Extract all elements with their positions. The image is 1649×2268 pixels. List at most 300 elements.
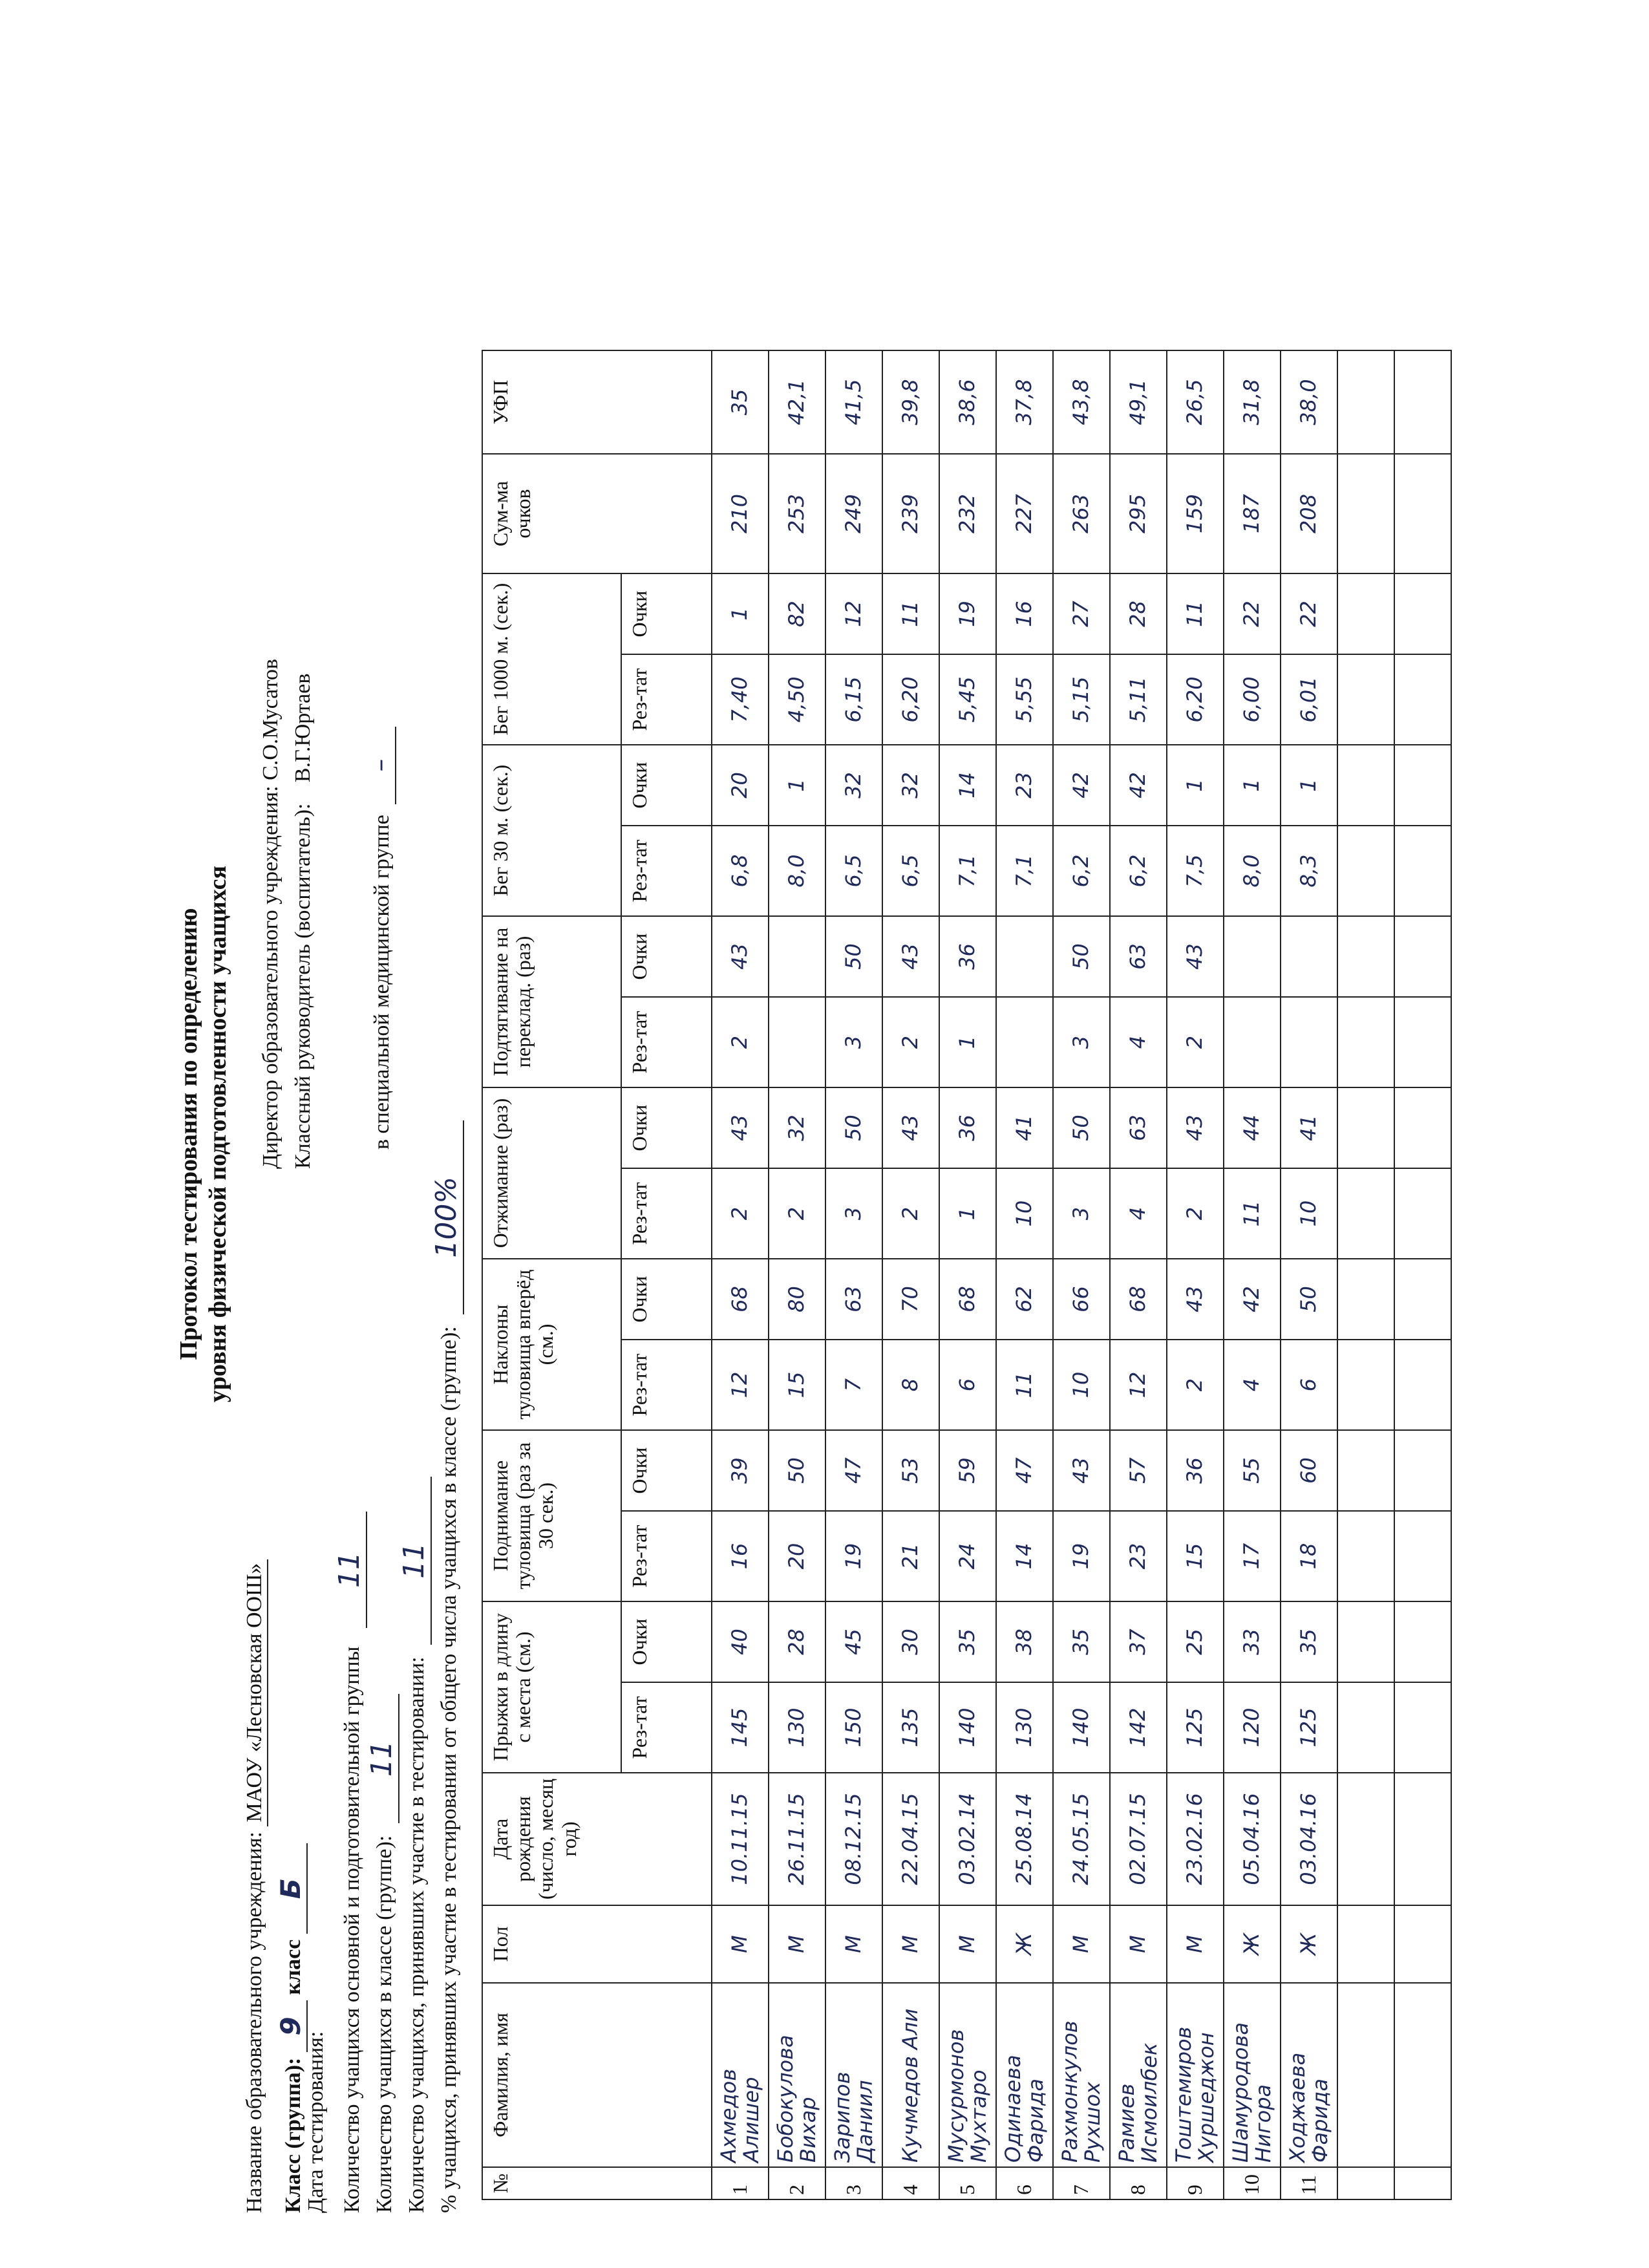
pushups-points: 41 bbox=[1281, 1087, 1337, 1168]
run1000-points: 27 bbox=[1053, 573, 1110, 654]
situps-points: 60 bbox=[1281, 1430, 1337, 1511]
birth-date: 02.07.15 bbox=[1110, 1773, 1167, 1905]
bend-result: 7 bbox=[825, 1340, 882, 1430]
run30-points: 14 bbox=[939, 745, 996, 826]
empty-cell bbox=[1394, 1773, 1451, 1905]
jump-points: 38 bbox=[996, 1601, 1053, 1682]
pullups-points: 50 bbox=[825, 916, 882, 997]
points-sum: 295 bbox=[1110, 454, 1167, 573]
test-date-label: Дата тестирования: bbox=[304, 2031, 328, 2213]
ufp-level: 26,5 bbox=[1167, 350, 1224, 454]
birth-date: 03.02.14 bbox=[939, 1773, 996, 1905]
run30-points: 32 bbox=[825, 745, 882, 826]
empty-cell bbox=[1337, 826, 1394, 916]
table-row bbox=[825, 350, 882, 2199]
situps-result: 14 bbox=[996, 1511, 1053, 1601]
header-bend: Наклоны туловища вперёд (см.) bbox=[482, 1259, 621, 1430]
empty-cell bbox=[1394, 1511, 1451, 1601]
situps-result: 23 bbox=[1110, 1511, 1167, 1601]
title-line-1: Протокол тестирования по определению bbox=[175, 908, 202, 1360]
situps-points: 47 bbox=[996, 1430, 1053, 1511]
pushups-result: 2 bbox=[1167, 1168, 1224, 1259]
percent-label: % учащихся, принявших участие в тестировании от общего числа учащихся в классе (группе): bbox=[437, 1326, 461, 2213]
run1000-result: 5,45 bbox=[939, 654, 996, 745]
count-main-line bbox=[333, 1512, 367, 2213]
pullups-result: 3 bbox=[1053, 997, 1110, 1087]
results-table bbox=[482, 350, 1452, 2200]
ufp-level: 42,1 bbox=[769, 350, 825, 454]
points-sum: 210 bbox=[712, 454, 769, 573]
empty-cell bbox=[1337, 573, 1394, 654]
bend-result: 11 bbox=[996, 1340, 1053, 1430]
ufp-level: 35 bbox=[712, 350, 769, 454]
situps-result: 16 bbox=[712, 1511, 769, 1601]
points-sum: 208 bbox=[1281, 454, 1337, 573]
jump-points: 35 bbox=[1053, 1601, 1110, 1682]
points-sum: 187 bbox=[1224, 454, 1281, 573]
subheader-points: Очки bbox=[621, 1430, 712, 1511]
pullups-result bbox=[1224, 997, 1281, 1087]
run30-result: 7,1 bbox=[939, 826, 996, 916]
teacher-line bbox=[291, 674, 315, 1169]
run30-result: 6,5 bbox=[882, 826, 939, 916]
points-sum: 263 bbox=[1053, 454, 1110, 573]
bend-points: 62 bbox=[996, 1259, 1053, 1340]
pushups-points: 43 bbox=[882, 1087, 939, 1168]
count-class-line bbox=[365, 1694, 399, 2213]
table-row bbox=[769, 350, 825, 2199]
empty-cell bbox=[1337, 1983, 1394, 2167]
bend-result: 15 bbox=[769, 1340, 825, 1430]
situps-result: 17 bbox=[1224, 1511, 1281, 1601]
run30-points: 42 bbox=[1110, 745, 1167, 826]
header-pushups: Отжимание (раз) bbox=[482, 1087, 621, 1259]
jump-result: 150 bbox=[825, 1682, 882, 1773]
pushups-result: 10 bbox=[1281, 1168, 1337, 1259]
empty-cell bbox=[1337, 654, 1394, 745]
empty-cell bbox=[1337, 745, 1394, 826]
situps-points: 43 bbox=[1053, 1430, 1110, 1511]
table-row bbox=[1167, 350, 1224, 2199]
ufp-level: 31,8 bbox=[1224, 350, 1281, 454]
empty-cell bbox=[1337, 1168, 1394, 1259]
bend-result: 4 bbox=[1224, 1340, 1281, 1430]
bend-points: 80 bbox=[769, 1259, 825, 1340]
empty-cell bbox=[1337, 1340, 1394, 1430]
pushups-points: 32 bbox=[769, 1087, 825, 1168]
student-name: Одинаева Фарида bbox=[996, 1983, 1053, 2167]
subheader-points: Очки bbox=[621, 1601, 712, 1682]
student-sex: М bbox=[712, 1905, 769, 1983]
table-row bbox=[939, 350, 996, 2199]
class-letter: Б bbox=[275, 1843, 308, 1934]
pullups-points bbox=[1281, 916, 1337, 997]
empty-cell bbox=[1394, 1259, 1451, 1340]
pullups-points: 43 bbox=[882, 916, 939, 997]
points-sum: 249 bbox=[825, 454, 882, 573]
situps-result: 20 bbox=[769, 1511, 825, 1601]
situps-points: 36 bbox=[1167, 1430, 1224, 1511]
class-word: класс bbox=[281, 1939, 305, 1995]
table-row bbox=[1053, 350, 1110, 2199]
empty-cell bbox=[1394, 454, 1451, 573]
student-sex: М bbox=[1053, 1905, 1110, 1983]
bend-result: 12 bbox=[1110, 1340, 1167, 1430]
title-line-2: уровня физической подготовленности учащихся bbox=[204, 865, 231, 1403]
jump-points: 45 bbox=[825, 1601, 882, 1682]
count-main-value: 11 bbox=[333, 1512, 367, 1628]
bend-points: 66 bbox=[1053, 1259, 1110, 1340]
situps-points: 57 bbox=[1110, 1430, 1167, 1511]
pushups-points: 50 bbox=[1053, 1087, 1110, 1168]
pullups-result bbox=[769, 997, 825, 1087]
birth-date: 23.02.16 bbox=[1167, 1773, 1224, 1905]
subheader-result: Рез-тат bbox=[621, 826, 712, 916]
class-value: 9 bbox=[275, 2000, 308, 2052]
run30-result: 6,5 bbox=[825, 826, 882, 916]
situps-result: 21 bbox=[882, 1511, 939, 1601]
jump-points: 35 bbox=[1281, 1601, 1337, 1682]
pullups-points bbox=[769, 916, 825, 997]
run30-result: 7,5 bbox=[1167, 826, 1224, 916]
empty-cell bbox=[1394, 1601, 1451, 1682]
situps-points: 47 bbox=[825, 1430, 882, 1511]
empty-cell bbox=[1394, 350, 1451, 454]
bend-points: 68 bbox=[712, 1259, 769, 1340]
empty-cell bbox=[1337, 997, 1394, 1087]
run1000-points: 82 bbox=[769, 573, 825, 654]
row-number: 5 bbox=[939, 2167, 996, 2199]
jump-result: 125 bbox=[1167, 1682, 1224, 1773]
run30-points: 1 bbox=[1224, 745, 1281, 826]
run30-result: 7,1 bbox=[996, 826, 1053, 916]
empty-cell bbox=[1337, 2167, 1394, 2199]
run30-result: 8,3 bbox=[1281, 826, 1337, 916]
student-name: Кучмедов Али bbox=[882, 1983, 939, 2167]
empty-cell bbox=[1337, 1511, 1394, 1601]
run1000-points: 11 bbox=[882, 573, 939, 654]
subheader-result: Рез-тат bbox=[621, 1682, 712, 1773]
class-line bbox=[275, 1843, 308, 2213]
bend-result: 2 bbox=[1167, 1340, 1224, 1430]
run30-result: 6,2 bbox=[1110, 826, 1167, 916]
run1000-result: 6,01 bbox=[1281, 654, 1337, 745]
run30-points: 1 bbox=[1167, 745, 1224, 826]
institution-line bbox=[242, 1559, 268, 2213]
header-jump: Прыжки в длину с места (см.) bbox=[482, 1601, 621, 1773]
student-sex: М bbox=[769, 1905, 825, 1983]
run1000-points: 12 bbox=[825, 573, 882, 654]
header-pullups: Подтягивание на переклад. (раз) bbox=[482, 916, 621, 1087]
student-name: Шамуродова Нигора bbox=[1224, 1983, 1281, 2167]
birth-date: 25.08.14 bbox=[996, 1773, 1053, 1905]
situps-result: 19 bbox=[1053, 1511, 1110, 1601]
jump-result: 130 bbox=[996, 1682, 1053, 1773]
blank-row bbox=[1394, 350, 1451, 2199]
count-special-line bbox=[365, 727, 396, 1150]
row-number: 9 bbox=[1167, 2167, 1224, 2199]
pushups-result: 10 bbox=[996, 1168, 1053, 1259]
student-name: Ахмедов Алишер bbox=[712, 1983, 769, 2167]
birth-date: 03.04.16 bbox=[1281, 1773, 1337, 1905]
jump-result: 140 bbox=[939, 1682, 996, 1773]
jump-points: 28 bbox=[769, 1601, 825, 1682]
student-sex: М bbox=[939, 1905, 996, 1983]
student-sex: Ж bbox=[1224, 1905, 1281, 1983]
empty-cell bbox=[1394, 826, 1451, 916]
run30-result: 8,0 bbox=[769, 826, 825, 916]
table-row bbox=[712, 350, 769, 2199]
pullups-result: 3 bbox=[825, 997, 882, 1087]
institution-value: МАОУ «Лесновская ООШ» bbox=[242, 1559, 268, 1826]
run1000-result: 6,20 bbox=[882, 654, 939, 745]
points-sum: 159 bbox=[1167, 454, 1224, 573]
birth-date: 10.11.15 bbox=[712, 1773, 769, 1905]
run1000-points: 16 bbox=[996, 573, 1053, 654]
empty-cell bbox=[1337, 1259, 1394, 1340]
pullups-points bbox=[996, 916, 1053, 997]
situps-points: 55 bbox=[1224, 1430, 1281, 1511]
header-ufp: УФП bbox=[482, 350, 712, 454]
row-number: 8 bbox=[1110, 2167, 1167, 2199]
bend-result: 6 bbox=[939, 1340, 996, 1430]
pullups-result: 4 bbox=[1110, 997, 1167, 1087]
subheader-result: Рез-тат bbox=[621, 997, 712, 1087]
jump-result: 142 bbox=[1110, 1682, 1167, 1773]
pushups-points: 36 bbox=[939, 1087, 996, 1168]
pushups-points: 50 bbox=[825, 1087, 882, 1168]
teacher-name: В.Г.Юртаев bbox=[291, 673, 315, 783]
subheader-result: Рез-тат bbox=[621, 1340, 712, 1430]
empty-cell bbox=[1394, 1087, 1451, 1168]
subheader-points: Очки bbox=[621, 1087, 712, 1168]
ufp-level: 39,8 bbox=[882, 350, 939, 454]
empty-cell bbox=[1394, 1430, 1451, 1511]
ufp-level: 43,8 bbox=[1053, 350, 1110, 454]
birth-date: 08.12.15 bbox=[825, 1773, 882, 1905]
empty-cell bbox=[1394, 573, 1451, 654]
ufp-level: 41,5 bbox=[825, 350, 882, 454]
header-run30: Бег 30 м. (сек.) bbox=[482, 745, 621, 916]
jump-points: 35 bbox=[939, 1601, 996, 1682]
pushups-points: 44 bbox=[1224, 1087, 1281, 1168]
empty-cell bbox=[1337, 1773, 1394, 1905]
pushups-result: 2 bbox=[712, 1168, 769, 1259]
run30-points: 1 bbox=[769, 745, 825, 826]
row-number: 7 bbox=[1053, 2167, 1110, 2199]
run1000-points: 22 bbox=[1224, 573, 1281, 654]
table-row bbox=[1224, 350, 1281, 2199]
pullups-result: 2 bbox=[1167, 997, 1224, 1087]
count-tested-label: Количество учащихся, принявших участие в тестировании: bbox=[405, 1656, 429, 2213]
empty-cell bbox=[1394, 745, 1451, 826]
points-sum: 227 bbox=[996, 454, 1053, 573]
row-number: 11 bbox=[1281, 2167, 1337, 2199]
table-row bbox=[1281, 350, 1337, 2199]
pullups-points bbox=[1224, 916, 1281, 997]
situps-result: 24 bbox=[939, 1511, 996, 1601]
teacher-label: Классный руководитель (воспитатель): bbox=[291, 803, 315, 1169]
count-special-label: в специальной медицинской группе bbox=[370, 815, 394, 1150]
jump-result: 125 bbox=[1281, 1682, 1337, 1773]
subheader-result: Рез-тат bbox=[621, 1511, 712, 1601]
pullups-result: 2 bbox=[712, 997, 769, 1087]
bend-result: 10 bbox=[1053, 1340, 1110, 1430]
subheader-result: Рез-тат bbox=[621, 654, 712, 745]
pushups-result: 3 bbox=[825, 1168, 882, 1259]
run30-result: 6,8 bbox=[712, 826, 769, 916]
ufp-level: 37,8 bbox=[996, 350, 1053, 454]
row-number: 2 bbox=[769, 2167, 825, 2199]
bend-points: 68 bbox=[939, 1259, 996, 1340]
row-number: 10 bbox=[1224, 2167, 1281, 2199]
row-number: 4 bbox=[882, 2167, 939, 2199]
empty-cell bbox=[1337, 1905, 1394, 1983]
jump-points: 37 bbox=[1110, 1601, 1167, 1682]
situps-result: 15 bbox=[1167, 1511, 1224, 1601]
run1000-result: 5,55 bbox=[996, 654, 1053, 745]
jump-result: 140 bbox=[1053, 1682, 1110, 1773]
student-sex: Ж bbox=[996, 1905, 1053, 1983]
student-name: Бобокулова Вихар bbox=[769, 1983, 825, 2167]
run30-points: 32 bbox=[882, 745, 939, 826]
empty-cell bbox=[1394, 916, 1451, 997]
pushups-result: 2 bbox=[882, 1168, 939, 1259]
header-run1000: Бег 1000 м. (сек.) bbox=[482, 573, 621, 745]
run30-points: 1 bbox=[1281, 745, 1337, 826]
empty-cell bbox=[1337, 916, 1394, 997]
jump-points: 30 bbox=[882, 1601, 939, 1682]
subheader-points: Очки bbox=[621, 916, 712, 997]
run1000-points: 28 bbox=[1110, 573, 1167, 654]
student-sex: М bbox=[825, 1905, 882, 1983]
empty-cell bbox=[1394, 1905, 1451, 1983]
bend-points: 70 bbox=[882, 1259, 939, 1340]
pushups-points: 43 bbox=[712, 1087, 769, 1168]
pushups-points: 63 bbox=[1110, 1087, 1167, 1168]
header-num: № bbox=[482, 2167, 712, 2199]
run1000-points: 22 bbox=[1281, 573, 1337, 654]
institution-label: Название образовательного учреждения: bbox=[242, 1832, 266, 2213]
empty-cell bbox=[1337, 1430, 1394, 1511]
situps-points: 59 bbox=[939, 1430, 996, 1511]
situps-result: 18 bbox=[1281, 1511, 1337, 1601]
empty-cell bbox=[1337, 1601, 1394, 1682]
run30-points: 20 bbox=[712, 745, 769, 826]
run1000-result: 6,00 bbox=[1224, 654, 1281, 745]
bend-result: 12 bbox=[712, 1340, 769, 1430]
jump-points: 33 bbox=[1224, 1601, 1281, 1682]
empty-cell bbox=[1337, 454, 1394, 573]
pushups-result: 4 bbox=[1110, 1168, 1167, 1259]
count-special-value: – bbox=[365, 727, 396, 804]
table-row bbox=[882, 350, 939, 2199]
run1000-result: 4,50 bbox=[769, 654, 825, 745]
table-row bbox=[996, 350, 1053, 2199]
student-name: Рамиев Исмоилбек bbox=[1110, 1983, 1167, 2167]
subheader-points: Очки bbox=[621, 1259, 712, 1340]
run1000-points: 11 bbox=[1167, 573, 1224, 654]
run1000-points: 19 bbox=[939, 573, 996, 654]
run30-result: 6,2 bbox=[1053, 826, 1110, 916]
header-name: Фамилия, имя bbox=[482, 1983, 712, 2167]
pullups-result bbox=[1281, 997, 1337, 1087]
jump-result: 130 bbox=[769, 1682, 825, 1773]
header-sum: Сум-ма очков bbox=[482, 454, 712, 573]
run30-points: 23 bbox=[996, 745, 1053, 826]
situps-result: 19 bbox=[825, 1511, 882, 1601]
student-sex: Ж bbox=[1281, 1905, 1337, 1983]
student-name: Ходжаева Фарида bbox=[1281, 1983, 1337, 2167]
header-sex: Пол bbox=[482, 1905, 712, 1983]
situps-points: 53 bbox=[882, 1430, 939, 1511]
pushups-result: 3 bbox=[1053, 1168, 1110, 1259]
student-name: Тоштемиров Хуршеджон bbox=[1167, 1983, 1224, 2167]
percent-line bbox=[430, 1120, 464, 2213]
ufp-level: 38,0 bbox=[1281, 350, 1337, 454]
percent-value: 100% bbox=[430, 1120, 464, 1314]
student-sex: М bbox=[1110, 1905, 1167, 1983]
student-name: Зарипов Даниил bbox=[825, 1983, 882, 2167]
pullups-result bbox=[996, 997, 1053, 1087]
empty-cell bbox=[1394, 1168, 1451, 1259]
jump-result: 145 bbox=[712, 1682, 769, 1773]
count-class-value: 11 bbox=[365, 1694, 399, 1823]
subheader-points: Очки bbox=[621, 573, 712, 654]
empty-cell bbox=[1394, 654, 1451, 745]
row-number: 6 bbox=[996, 2167, 1053, 2199]
student-sex: М bbox=[1167, 1905, 1224, 1983]
jump-result: 120 bbox=[1224, 1682, 1281, 1773]
points-sum: 232 bbox=[939, 454, 996, 573]
pullups-points: 43 bbox=[712, 916, 769, 997]
run30-points: 42 bbox=[1053, 745, 1110, 826]
pushups-points: 43 bbox=[1167, 1087, 1224, 1168]
empty-cell bbox=[1337, 1087, 1394, 1168]
student-name: Мусурмонов Мухтаро bbox=[939, 1983, 996, 2167]
empty-cell bbox=[1394, 2167, 1451, 2199]
points-sum: 239 bbox=[882, 454, 939, 573]
count-tested-line bbox=[398, 1477, 432, 2213]
class-label: Класс (группа): bbox=[281, 2057, 305, 2213]
row-number: 3 bbox=[825, 2167, 882, 2199]
pullups-points: 50 bbox=[1053, 916, 1110, 997]
bend-points: 50 bbox=[1281, 1259, 1337, 1340]
empty-cell bbox=[1394, 1983, 1451, 2167]
empty-cell bbox=[1394, 997, 1451, 1087]
count-main-label: Количество учащихся основной и подготовительной группы bbox=[340, 1646, 364, 2213]
empty-cell bbox=[1394, 1682, 1451, 1773]
jump-points: 40 bbox=[712, 1601, 769, 1682]
pushups-result: 11 bbox=[1224, 1168, 1281, 1259]
run1000-result: 5,11 bbox=[1110, 654, 1167, 745]
pushups-points: 41 bbox=[996, 1087, 1053, 1168]
run1000-result: 7,40 bbox=[712, 654, 769, 745]
run1000-result: 6,15 bbox=[825, 654, 882, 745]
birth-date: 22.04.15 bbox=[882, 1773, 939, 1905]
jump-result: 135 bbox=[882, 1682, 939, 1773]
jump-points: 25 bbox=[1167, 1601, 1224, 1682]
student-name: Рахмонкулов Рухшох bbox=[1053, 1983, 1110, 2167]
pullups-result: 2 bbox=[882, 997, 939, 1087]
situps-points: 50 bbox=[769, 1430, 825, 1511]
birth-date: 24.05.15 bbox=[1053, 1773, 1110, 1905]
count-tested-value: 11 bbox=[398, 1477, 432, 1645]
run1000-points: 1 bbox=[712, 573, 769, 654]
points-sum: 253 bbox=[769, 454, 825, 573]
row-number: 1 bbox=[712, 2167, 769, 2199]
pullups-points: 36 bbox=[939, 916, 996, 997]
